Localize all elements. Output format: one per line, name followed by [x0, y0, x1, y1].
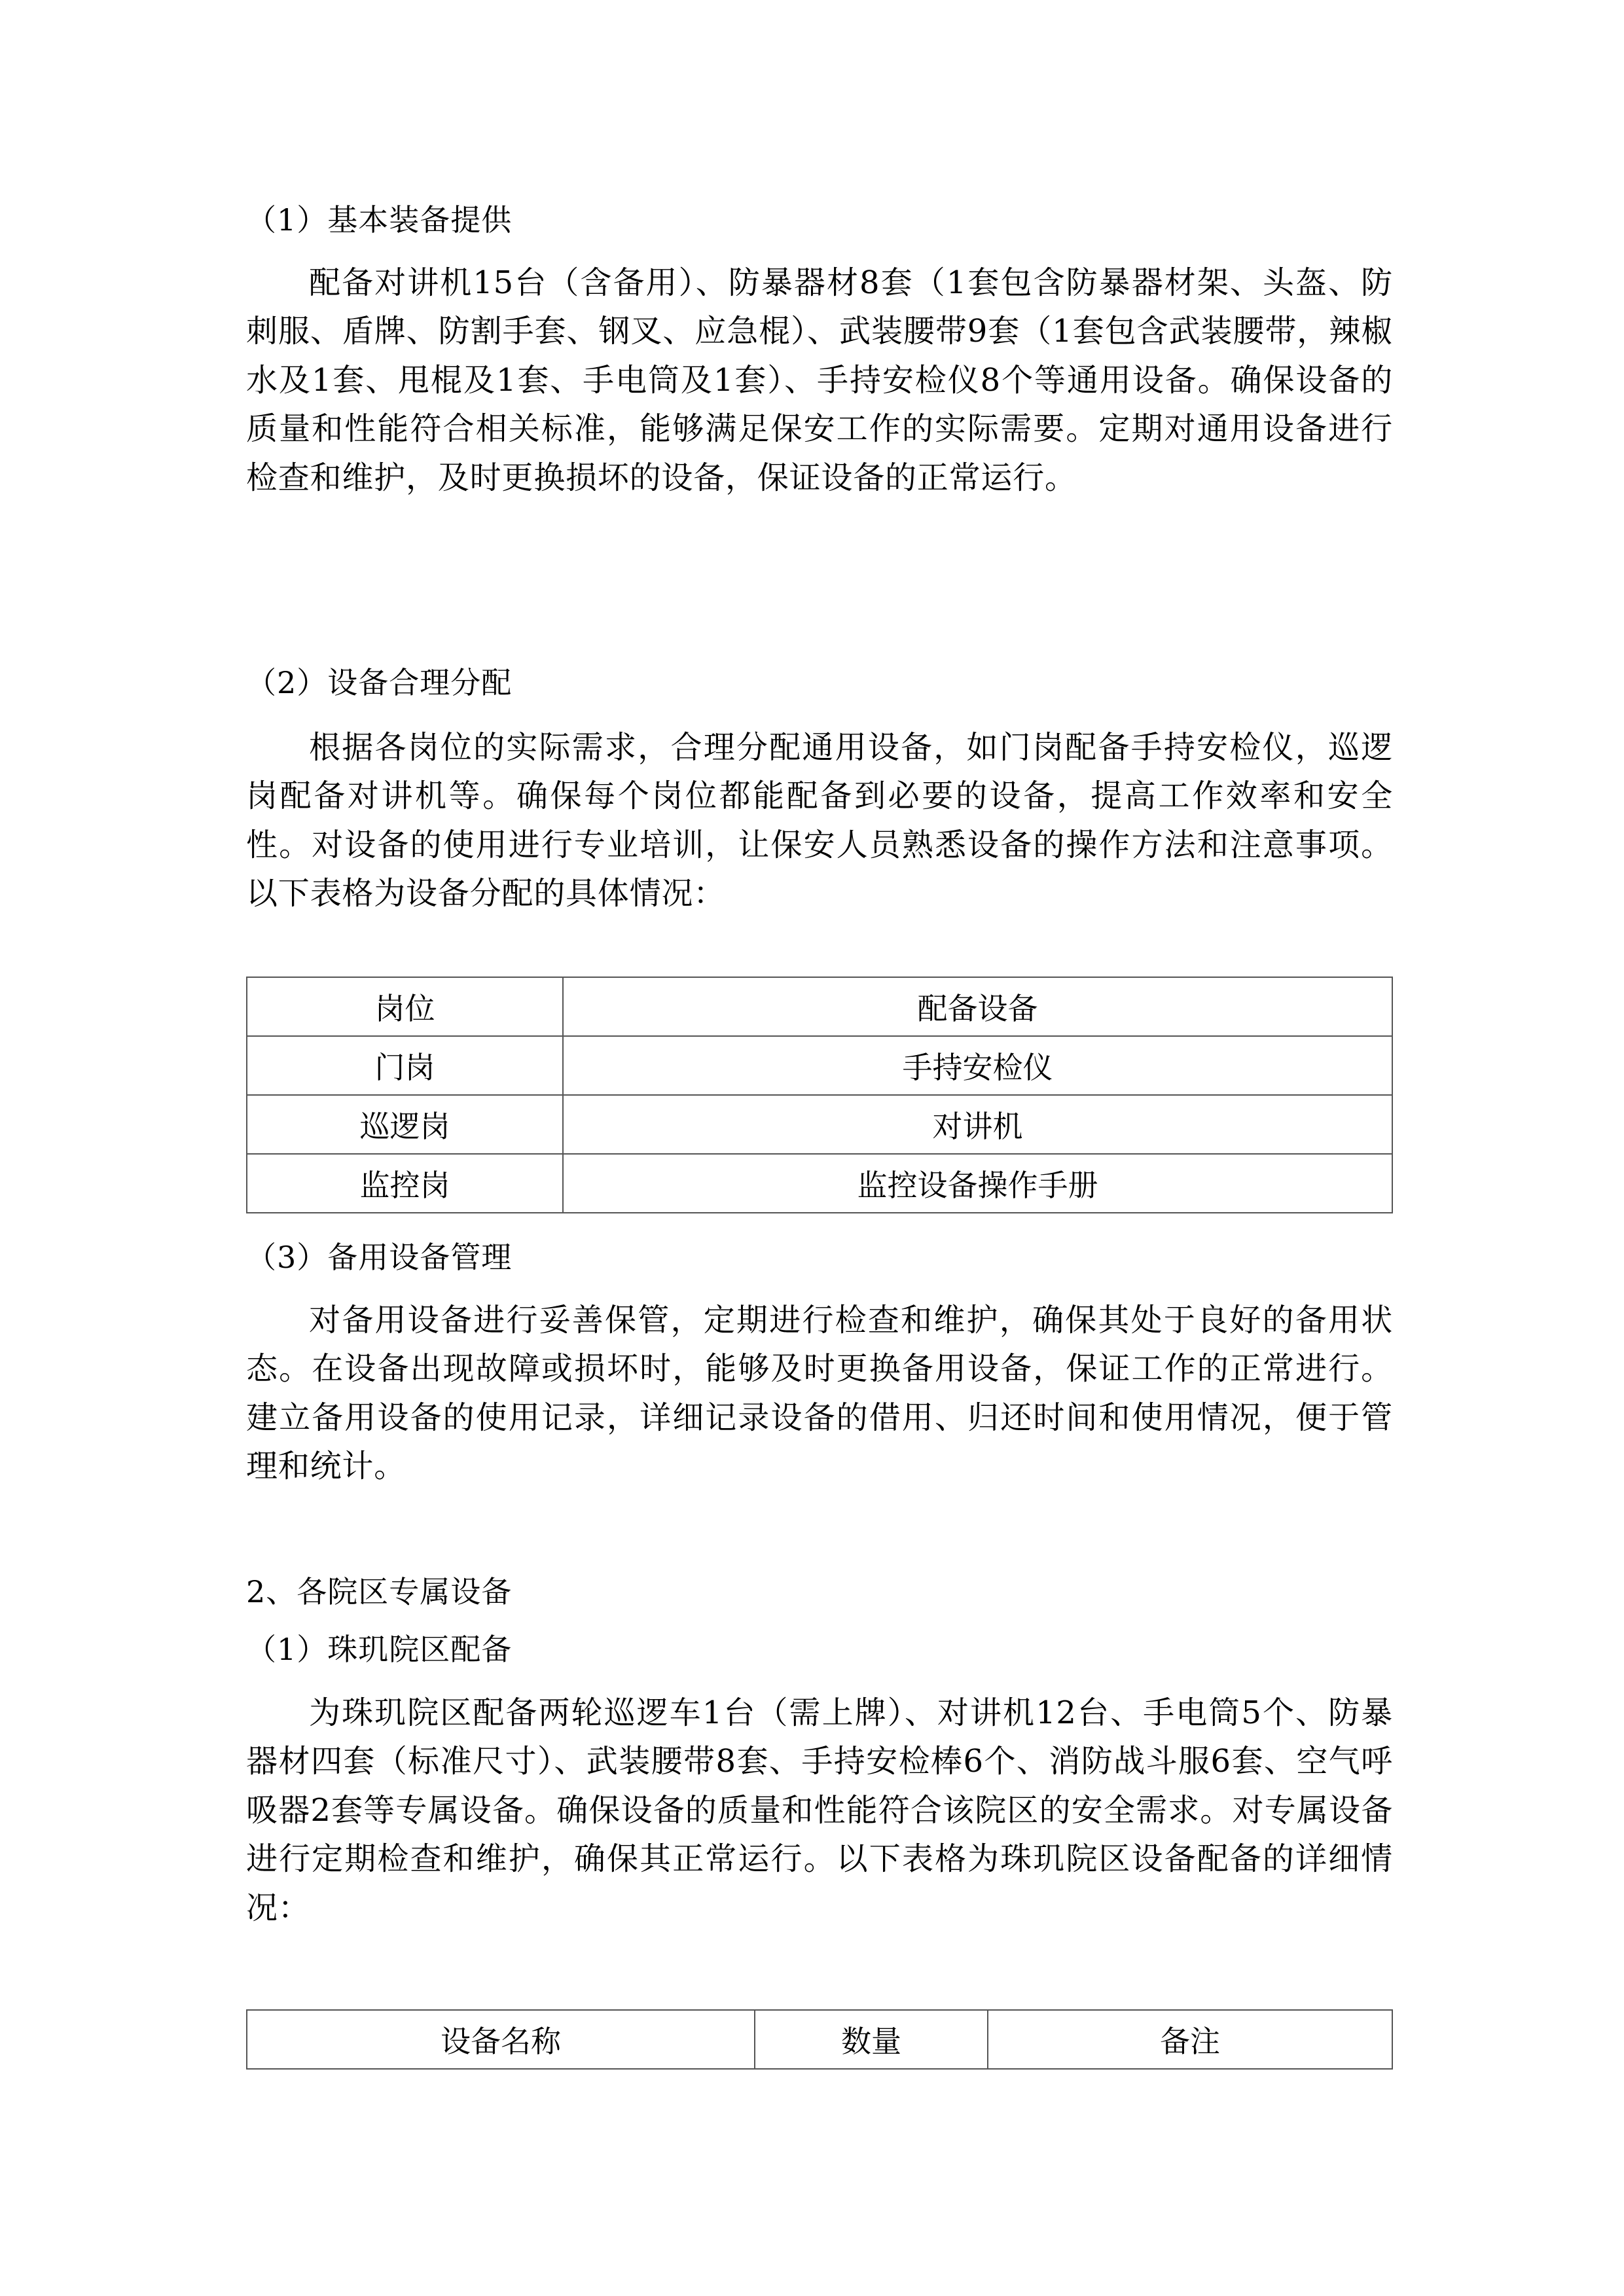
table-cell: 手持安检仪 — [563, 1036, 1392, 1095]
table-cell: 监控设备操作手册 — [563, 1154, 1392, 1213]
zhuji-equipment-table — [246, 2009, 1393, 2070]
table-cell: 门岗 — [247, 1036, 563, 1095]
section-heading-equipment-allocation: （2）设备合理分配 — [246, 665, 513, 700]
allocation-table — [246, 977, 1393, 1213]
table-cell: 巡逻岗 — [247, 1095, 563, 1154]
section-title-campus-equipment: 2、各院区专属设备 — [246, 1574, 513, 1609]
paragraph-equipment-allocation: 根据各岗位的实际需求，合理分配通用设备，如门岗配备手持安检仪，巡逻岗配备对讲机等。确保每个岗位都能配备到必要的设备，提高工作效率和安全性。对设备的使用进行专业培训，让保安人员熟悉设备的操作方法和注意事项。以下表格为设备分配的具体情况： — [246, 729, 1393, 912]
table-header-cell: 岗位 — [247, 977, 563, 1036]
table-header-cell: 设备名称 — [247, 2010, 755, 2069]
table-cell: 监控岗 — [247, 1154, 563, 1213]
table-row — [247, 1154, 1392, 1213]
table-header-row — [247, 2010, 1392, 2069]
table-header-cell: 数量 — [755, 2010, 988, 2069]
table-row — [247, 1095, 1392, 1154]
paragraph-spare-equipment: 对备用设备进行妥善保管，定期进行检查和维护，确保其处于良好的备用状态。在设备出现故障或损坏时，能够及时更换备用设备，保证工作的正常进行。建立备用设备的使用记录，详细记录设备的借用、归还时间和使用情况，便于管理和统计。 — [246, 1302, 1393, 1485]
table-header-cell: 配备设备 — [563, 977, 1392, 1036]
table-header-cell: 备注 — [988, 2010, 1392, 2069]
paragraph-basic-equipment: 配备对讲机15台（含备用）、防暴器材8套（1套包含防暴器材架、头盔、防刺服、盾牌、防割手套、钢叉、应急棍）、武装腰带9套（1套包含武装腰带，辣椒水及1套、甩棍及1套、手电筒及1套）、手持安检仪8个等通用设备。确保设备的质量和性能符合相关标准，能够满足保安工作的实际需要。定期对通用设备进行检查和维护，及时更换损坏的设备，保证设备的正常运行。 — [246, 264, 1393, 496]
table-row — [247, 1036, 1392, 1095]
section-heading-zhuji-campus: （1）珠玑院区配备 — [246, 1632, 513, 1667]
table-header-row — [247, 977, 1392, 1036]
paragraph-zhuji-campus: 为珠玑院区配备两轮巡逻车1台（需上牌）、对讲机12台、手电筒5个、防暴器材四套（标准尺寸）、武装腰带8套、手持安检棒6个、消防战斗服6套、空气呼吸器2套等专属设备。确保设备的质量和性能符合该院区的安全需求。对专属设备进行定期检查和维护，确保其正常运行。以下表格为珠玑院区设备配备的详细情况： — [246, 1695, 1393, 1926]
table-cell: 对讲机 — [563, 1095, 1392, 1154]
section-heading-basic-equipment: （1）基本装备提供 — [246, 202, 513, 238]
section-heading-spare-equipment: （3）备用设备管理 — [246, 1240, 513, 1275]
